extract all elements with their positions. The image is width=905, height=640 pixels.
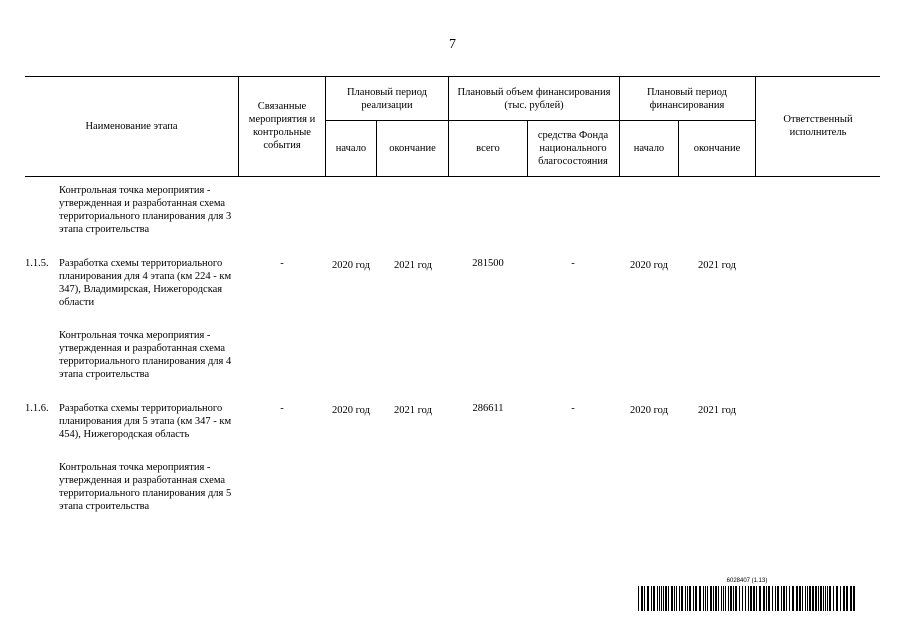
barcode-label: 6028407 (1.13): [726, 578, 768, 584]
barcode-bar: [687, 586, 688, 611]
barcode-bar: [846, 586, 848, 611]
page-number: 7: [449, 37, 456, 52]
barcode-bar: [750, 586, 752, 611]
fin-end-value: 2021 год: [698, 405, 736, 416]
barcode-bar: [815, 586, 817, 611]
stage-text: Разработка схемы территориального планирования для 5 этапа (км 347 - км 454), Нижегородская область: [59, 403, 232, 440]
barcode-bar: [802, 586, 803, 611]
barcode-bar: [665, 586, 667, 611]
barcode-bar: [638, 586, 639, 611]
barcode-bar: [829, 586, 831, 611]
barcode-bar: [796, 586, 798, 611]
barcode-bar: [809, 586, 811, 611]
barcode-bar: [818, 586, 819, 611]
barcode-bar: [659, 586, 660, 611]
barcode-bar: [703, 586, 704, 611]
barcode-bar: [695, 586, 697, 611]
barcode-bar: [723, 586, 724, 611]
barcode-bar: [789, 586, 790, 611]
col-divider: [527, 120, 528, 176]
header-fin-end: окончание: [693, 143, 741, 154]
barcode-bar: [840, 586, 841, 611]
end-value: 2021 год: [394, 260, 432, 271]
barcode-bar: [805, 586, 806, 611]
header-total: всего: [476, 143, 500, 154]
barcode-bar: [681, 586, 683, 611]
barcode-bar: [705, 586, 706, 611]
header-start: начало: [335, 143, 367, 154]
barcode-bar: [775, 586, 776, 611]
stage-code: 1.1.5.: [25, 258, 49, 269]
barcode-bar: [812, 586, 814, 611]
barcode-bar: [783, 586, 785, 611]
stage-code: 1.1.6.: [25, 403, 49, 414]
barcode-bar: [748, 586, 749, 611]
barcode-bar: [651, 586, 652, 611]
barcode-bar: [756, 586, 757, 611]
barcode-bar: [715, 586, 717, 611]
barcode-bar: [827, 586, 828, 611]
related-value: -: [280, 403, 284, 414]
barcode-bar: [644, 586, 645, 611]
header-fund: средства Фонда национального благосостояния: [537, 130, 609, 167]
barcode-bar: [653, 586, 655, 611]
start-value: 2020 год: [332, 260, 370, 271]
barcode-bar: [836, 586, 838, 611]
barcode-bar: [668, 586, 669, 611]
related-value: -: [280, 258, 284, 269]
barcode-bar: [781, 586, 782, 611]
barcode-bar: [766, 586, 767, 611]
header-financing-volume: Плановый объем финансирования (тыс. рублей): [457, 86, 611, 111]
barcode-bar: [825, 586, 826, 611]
barcode-bar: [753, 586, 755, 611]
start-value: 2020 год: [332, 405, 370, 416]
barcode-bar: [772, 586, 773, 611]
barcode-bar: [745, 586, 746, 611]
barcode-bar: [768, 586, 770, 611]
barcode-bar: [671, 586, 673, 611]
header-related-events: Связанные мероприятия и контрольные события: [248, 101, 316, 151]
barcode-bar: [707, 586, 708, 611]
barcode: [638, 586, 856, 611]
fin-end-value: 2021 год: [698, 260, 736, 271]
fund-value: -: [571, 258, 575, 269]
barcode-bar: [807, 586, 808, 611]
barcode-bar: [674, 586, 675, 611]
header-financing-period: Плановый период финансирования: [646, 87, 728, 111]
barcode-bar: [735, 586, 737, 611]
barcode-bar: [763, 586, 765, 611]
checkpoint-text: Контрольная точка мероприятия - утвержденная и разработанная схема территориального планирования для 3 этапа строительства: [59, 185, 232, 235]
barcode-bar: [657, 586, 658, 611]
barcode-bar: [833, 586, 834, 611]
barcode-bar: [759, 586, 761, 611]
barcode-bar: [725, 586, 726, 611]
barcode-bar: [679, 586, 680, 611]
barcode-bar: [799, 586, 801, 611]
barcode-bar: [661, 586, 662, 611]
header-bottom-rule: [25, 176, 880, 177]
fin-start-value: 2020 год: [630, 260, 668, 271]
barcode-bar: [689, 586, 691, 611]
barcode-bar: [742, 586, 743, 611]
barcode-bar: [730, 586, 732, 611]
barcode-bar: [843, 586, 845, 611]
barcode-bar: [733, 586, 734, 611]
barcode-bar: [710, 586, 712, 611]
barcode-bar: [823, 586, 824, 611]
barcode-bar: [853, 586, 855, 611]
barcode-bar: [792, 586, 794, 611]
barcode-bar: [718, 586, 719, 611]
total-value: 281500: [472, 258, 504, 269]
barcode-bar: [713, 586, 714, 611]
total-value: 286611: [472, 403, 504, 414]
barcode-bar: [721, 586, 722, 611]
header-implementation-period: Плановый период реализации: [346, 87, 428, 111]
header-end: окончание: [389, 143, 436, 154]
header-fin-start: начало: [633, 143, 665, 154]
stage-text: Разработка схемы территориального планирования для 4 этапа (км 224 - км 347), Владимирская, Нижегородская области: [59, 258, 232, 308]
header-stage-name: Наименование этапа: [85, 120, 178, 132]
barcode-bar: [647, 586, 649, 611]
header-responsible: Ответственный исполнитель: [783, 114, 853, 138]
barcode-bar: [850, 586, 852, 611]
barcode-bar: [685, 586, 686, 611]
barcode-bar: [699, 586, 701, 611]
barcode-bar: [676, 586, 677, 611]
barcode-bar: [641, 586, 643, 611]
fund-value: -: [571, 403, 575, 414]
barcode-bar: [786, 586, 787, 611]
fin-start-value: 2020 год: [630, 405, 668, 416]
barcode-bar: [820, 586, 822, 611]
barcode-bar: [777, 586, 779, 611]
barcode-bar: [728, 586, 729, 611]
checkpoint-text: Контрольная точка мероприятия - утвержденная и разработанная схема территориального планирования для 4 этапа строительства: [59, 330, 232, 380]
barcode-bar: [693, 586, 694, 611]
checkpoint-text: Контрольная точка мероприятия - утвержденная и разработанная схема территориального планирования для 5 этапа строительства: [59, 462, 232, 512]
barcode-bar: [663, 586, 664, 611]
barcode-bar: [739, 586, 740, 611]
end-value: 2021 год: [394, 405, 432, 416]
